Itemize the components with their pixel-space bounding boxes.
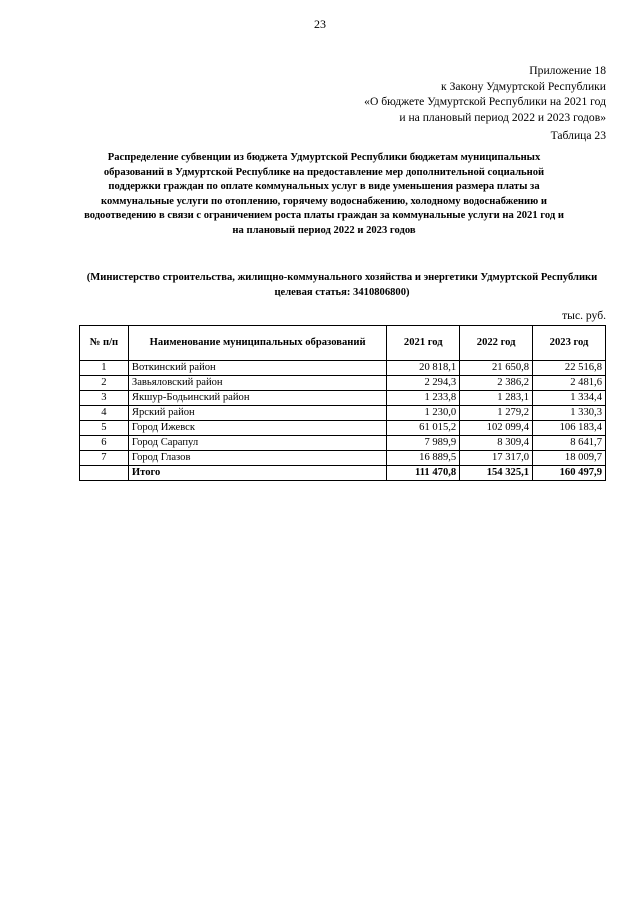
cell-2023: 1 334,4 xyxy=(533,391,606,406)
cell-2021: 7 989,9 xyxy=(387,436,460,451)
table-row xyxy=(80,391,606,406)
table-row xyxy=(80,451,606,466)
appendix-line: и на плановый период 2022 и 2023 годов» xyxy=(399,110,606,124)
table-row xyxy=(80,361,606,376)
header-2023: 2023 год xyxy=(533,326,606,361)
total-2023: 160 497,9 xyxy=(533,466,606,481)
cell-2023: 22 516,8 xyxy=(533,361,606,376)
cell-2021: 2 294,3 xyxy=(387,376,460,391)
cell-2021: 1 230,0 xyxy=(387,406,460,421)
distribution-table xyxy=(79,325,606,481)
cell-num: 6 xyxy=(80,436,129,451)
header-2022: 2022 год xyxy=(460,326,533,361)
cell-num: 1 xyxy=(80,361,129,376)
cell-2022: 1 279,2 xyxy=(460,406,533,421)
cell-name: Якшур-Бодьинский район xyxy=(128,391,386,406)
cell-2021: 16 889,5 xyxy=(387,451,460,466)
cell-num: 7 xyxy=(80,451,129,466)
appendix-line: Приложение 18 xyxy=(529,64,606,77)
total-label: Итого xyxy=(128,466,386,481)
table-row xyxy=(80,406,606,421)
cell-2023: 106 183,4 xyxy=(533,421,606,436)
cell-2022: 2 386,2 xyxy=(460,376,533,391)
cell-2021: 1 233,8 xyxy=(387,391,460,406)
cell-2022: 21 650,8 xyxy=(460,361,533,376)
header-num: № п/п xyxy=(80,326,129,361)
cell-name: Город Сарапул xyxy=(128,436,386,451)
document-heading: Распределение субвенции из бюджета Удмуртской Республики бюджетам муниципальных образований в Удмуртской Республике на предоставление мер дополнительной социальной поддержки граждан по оплате коммунальных услуг в виде уменьшения размера платы за коммунальные услуги по отоплению, горячему водоснабжению, холодному водоснабжению и водоотведению в связи с ограничением роста платы граждан за коммунальные услуги на 2021 год и на плановый период 2022 и 2023 годов xyxy=(84,152,564,236)
cell-name: Город Глазов xyxy=(128,451,386,466)
page-number: 23 xyxy=(314,17,326,31)
cell-num: 4 xyxy=(80,406,129,421)
cell-2022: 8 309,4 xyxy=(460,436,533,451)
table-row xyxy=(80,421,606,436)
total-2022: 154 325,1 xyxy=(460,466,533,481)
header-2021: 2021 год xyxy=(387,326,460,361)
units-label: тыс. руб. xyxy=(562,309,606,322)
table-header-row xyxy=(80,326,606,361)
appendix-line: «О бюджете Удмуртской Республики на 2021 год xyxy=(364,95,606,109)
cell-2021: 20 818,1 xyxy=(387,361,460,376)
cell-num: 2 xyxy=(80,376,129,391)
cell-name: Город Ижевск xyxy=(128,421,386,436)
cell-name: Воткинский район xyxy=(128,361,386,376)
table-row xyxy=(80,436,606,451)
cell-2023: 8 641,7 xyxy=(533,436,606,451)
cell-2022: 102 099,4 xyxy=(460,421,533,436)
cell-2023: 2 481,6 xyxy=(533,376,606,391)
cell-2022: 1 283,1 xyxy=(460,391,533,406)
cell-2021: 61 015,2 xyxy=(387,421,460,436)
cell-num: 5 xyxy=(80,421,129,436)
appendix-reference xyxy=(364,63,606,125)
cell-2023: 18 009,7 xyxy=(533,451,606,466)
cell-2023: 1 330,3 xyxy=(533,406,606,421)
header-name: Наименование муниципальных образований xyxy=(128,326,386,361)
table-label: Таблица 23 xyxy=(550,129,606,142)
cell-num: 3 xyxy=(80,391,129,406)
total-2021: 111 470,8 xyxy=(387,466,460,481)
cell-2022: 17 317,0 xyxy=(460,451,533,466)
ministry-note: (Министерство строительства, жилищно-коммунального хозяйства и энергетики Удмуртской Республики целевая статья: 3410806800) xyxy=(86,272,598,298)
cell-num xyxy=(80,466,129,481)
cell-name: Завьяловский район xyxy=(128,376,386,391)
appendix-line: к Закону Удмуртской Республики xyxy=(441,79,606,93)
table-total-row xyxy=(80,466,606,481)
table-row xyxy=(80,376,606,391)
cell-name: Ярский район xyxy=(128,406,386,421)
